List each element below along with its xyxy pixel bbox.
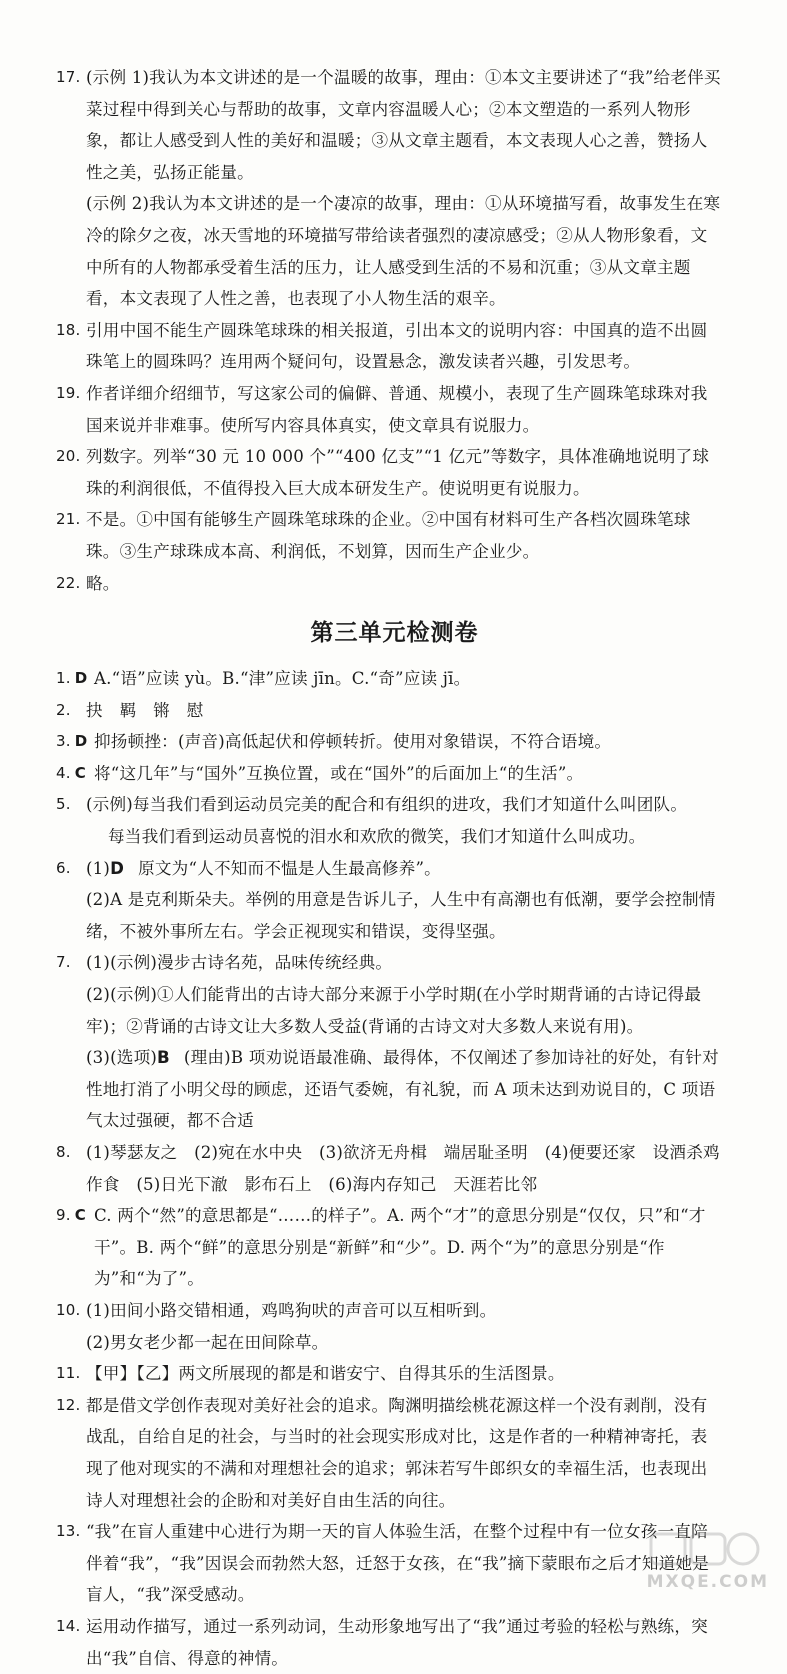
question-number: 7. [56, 953, 71, 972]
question-number: 17. [56, 68, 81, 86]
question-number: 14. [56, 1616, 81, 1635]
answer-11 [56, 1358, 723, 1390]
answer-10 [56, 1295, 723, 1358]
answer-text: (示例)每当我们看到运动员完美的配合和有组织的进攻，我们才知道什么叫团队。 [86, 795, 688, 815]
answer-1 [56, 663, 723, 695]
watermark-text: MXQE.COM [646, 1572, 769, 1592]
question-number: 22. [56, 573, 81, 592]
answer-text: (2)(示例)①人们能背出的古诗大部分来源于小学时期(在小学时期背诵的古诗记得最牢)；②背诵的古诗文让大多数人受益(背诵的古诗文对大多数人来说有用)。 [86, 985, 702, 1036]
answer-letter: B [157, 1048, 170, 1068]
answer-text: (示例 1)我认为本文讲述的是一个温暖的故事，理由：①本文主要讲述了“我”给老伴买菜过程中得到关心与帮助的故事，文章内容温暖人心；②本文塑造的一系列人物形象，都让人感受到人性的美好和温暖；③从文章主题看，本文表现人心之善，赞扬人性之美，弘扬正能量。 [86, 68, 721, 182]
answer-18 [56, 315, 723, 378]
answer-text: “我”在盲人重建中心进行为期一天的盲人体验生活，在整个过程中有一位女孩一直陪伴着“我”，“我”因误会而勃然大怒，迁怒于女孩，在“我”摘下蒙眼布之后才知道她是盲人，“我”深受感动。 [86, 1522, 710, 1605]
question-number: 1. D [56, 669, 88, 688]
question-number: 9. C [56, 1206, 86, 1225]
answer-text: 【甲】【乙】两文所展现的都是和谐安宁、自得其乐的生活图景。 [86, 1364, 565, 1384]
answer-text: (1)田间小路交错相通，鸡鸣狗吠的声音可以互相听到。 [86, 1300, 497, 1320]
question-number: 11. [56, 1364, 81, 1383]
answer-text: 列数字。列举“30 元 10 000 个”“400 亿支”“1 亿元”等数字，具体准确地说明了球珠的利润很低，不值得投入巨大成本研发生产。使说明更有说服力。 [86, 447, 710, 498]
answer-14 [56, 1611, 723, 1674]
answer-text: (示例 2)我认为本文讲述的是一个凄凉的故事，理由：①从环境描写看，故事发生在寒冷的除夕之夜，冰天雪地的环境描写带给读者强烈的凄凉感受；②从人物形象看，文中所有的人物都承受着生活的压力，让人感受到生活的不易和沉重；③从文章主题看，本文表现了人性之善，也表现了小人物生活的艰辛。 [86, 194, 721, 309]
question-number: 10. [56, 1300, 81, 1319]
watermark-logo [603, 1532, 773, 1594]
answer-text: 将“这几年”与“国外”互换位置，或在“国外”的后面加上“的生活”。 [94, 763, 584, 783]
answer-6 [56, 853, 723, 948]
answer-9 [56, 1200, 723, 1295]
answer-letter: C [74, 1206, 86, 1225]
section-title: 第三单元检测卷 [310, 620, 479, 647]
question-number: 13. [56, 1522, 81, 1541]
answer-3 [56, 726, 723, 758]
question-number: 6. [56, 858, 71, 877]
question-number: 4. C [56, 763, 86, 782]
question-number: 2. [56, 700, 71, 719]
answer-7 [56, 947, 723, 1137]
answer-17 [56, 62, 723, 315]
question-number: 3. D [56, 732, 88, 751]
answer-text: 不是。①中国有能够生产圆珠笔球珠的企业。②中国有材料可生产各档次圆珠笔球珠。③生产球珠成本高、利润低，不划算，因而生产企业少。 [86, 510, 691, 561]
question-number: 21. [56, 510, 81, 529]
answer-text: 作者详细介绍细节，写这家公司的偏僻、普通、规模小，表现了生产圆珠笔球珠对我国来说并非难事。使所写内容具体真实，使文章具有说服力。 [86, 383, 708, 435]
answer-text: 每当我们看到运动员喜悦的泪水和欢欣的微笑，我们才知道什么叫成功。 [108, 827, 646, 847]
answer-letter: C [74, 763, 86, 782]
answer-4 [56, 758, 723, 790]
answer-19 [56, 378, 723, 441]
answer-text: A.“语”应读 yù。B.“津”应读 jīn。C.“奇”应读 jī。 [94, 669, 471, 689]
answer-2 [56, 695, 723, 727]
answer-text: (2)男女老少都一起在田间除草。 [86, 1332, 329, 1352]
answer-text: (1)D 原文为“人不知而不愠是人生最高修养”。 [86, 858, 441, 878]
answer-letter: D [74, 669, 88, 688]
question-number: 18. [56, 320, 81, 339]
answer-text: 运用动作描写，通过一系列动词，生动形象地写出了“我”通过考验的轻松与熟练，突出“我”自信、得意的神情。 [86, 1616, 708, 1668]
answer-text: 引用中国不能生产圆珠笔球珠的相关报道，引出本文的说明内容：中国真的造不出圆珠笔上的圆珠吗？连用两个疑问句，设置悬念，激发读者兴趣，引发思考。 [86, 320, 708, 372]
answer-20 [56, 441, 723, 504]
answer-text: (1)(示例)漫步古诗名苑，品味传统经典。 [86, 953, 393, 973]
answer-text: 抉 羁 锵 慰 [86, 700, 204, 720]
answer-12 [56, 1390, 723, 1516]
question-number: 20. [56, 447, 81, 466]
answer-text: 略。 [86, 573, 120, 593]
answer-text: C. 两个“然”的意思都是“……的样子”。A. 两个“才”的意思分别是“仅仅，只”和“才干”。B. 两个“鲜”的意思分别是“新鲜”和“少”。D. 两个“为”的意思分别是“作为”和“为了”。 [94, 1206, 706, 1289]
answer-5 [56, 789, 723, 852]
question-number: 12. [56, 1395, 81, 1414]
answer-letter: D [110, 858, 125, 878]
answer-letter: D [74, 732, 88, 751]
answer-22 [56, 568, 723, 600]
question-number: 5. [56, 795, 71, 814]
answer-text: (3)(选项)B (理由)B 项劝说语最准确、最得体，不仅阐述了参加诗社的好处，有针对性地打消了小明父母的顾虑，还语气委婉，有礼貌，而 A 项未达到劝说目的，C 项语气太过强硬，都不合适 [86, 1048, 719, 1131]
answer-text: 抑扬顿挫：(声音)高低起伏和停顿转折。使用对象错误，不符合语境。 [94, 732, 612, 752]
answer-text: (2)A 是克利斯朵夫。举例的用意是告诉儿子，人生中有高潮也有低潮，要学会控制情绪，不被外事所左右。学会正视现实和错误，变得坚强。 [86, 890, 716, 941]
question-number: 8. [56, 1143, 71, 1161]
question-number: 19. [56, 383, 81, 402]
answer-text: 都是借文学创作表现对美好社会的追求。陶渊明描绘桃花源这样一个没有剥削，没有战乱，自给自足的社会，与当时的社会现实形成对比，这是作者的一种精神寄托，表现了他对现实的不满和对理想社会的追求；郭沫若写牛郎织女的幸福生活，也表现出诗人对理想社会的企盼和对美好自由生活的向往。 [86, 1395, 708, 1510]
answer-21 [56, 504, 723, 567]
answer-text: (1)琴瑟友之 (2)宛在水中央 (3)欲济无舟楫 端居耻圣明 (4)便要还家 设酒杀鸡作食 (5)日光下澈 影布石上 (6)海内存知己 天涯若比邻 [86, 1143, 720, 1194]
answer-8 [56, 1137, 723, 1200]
